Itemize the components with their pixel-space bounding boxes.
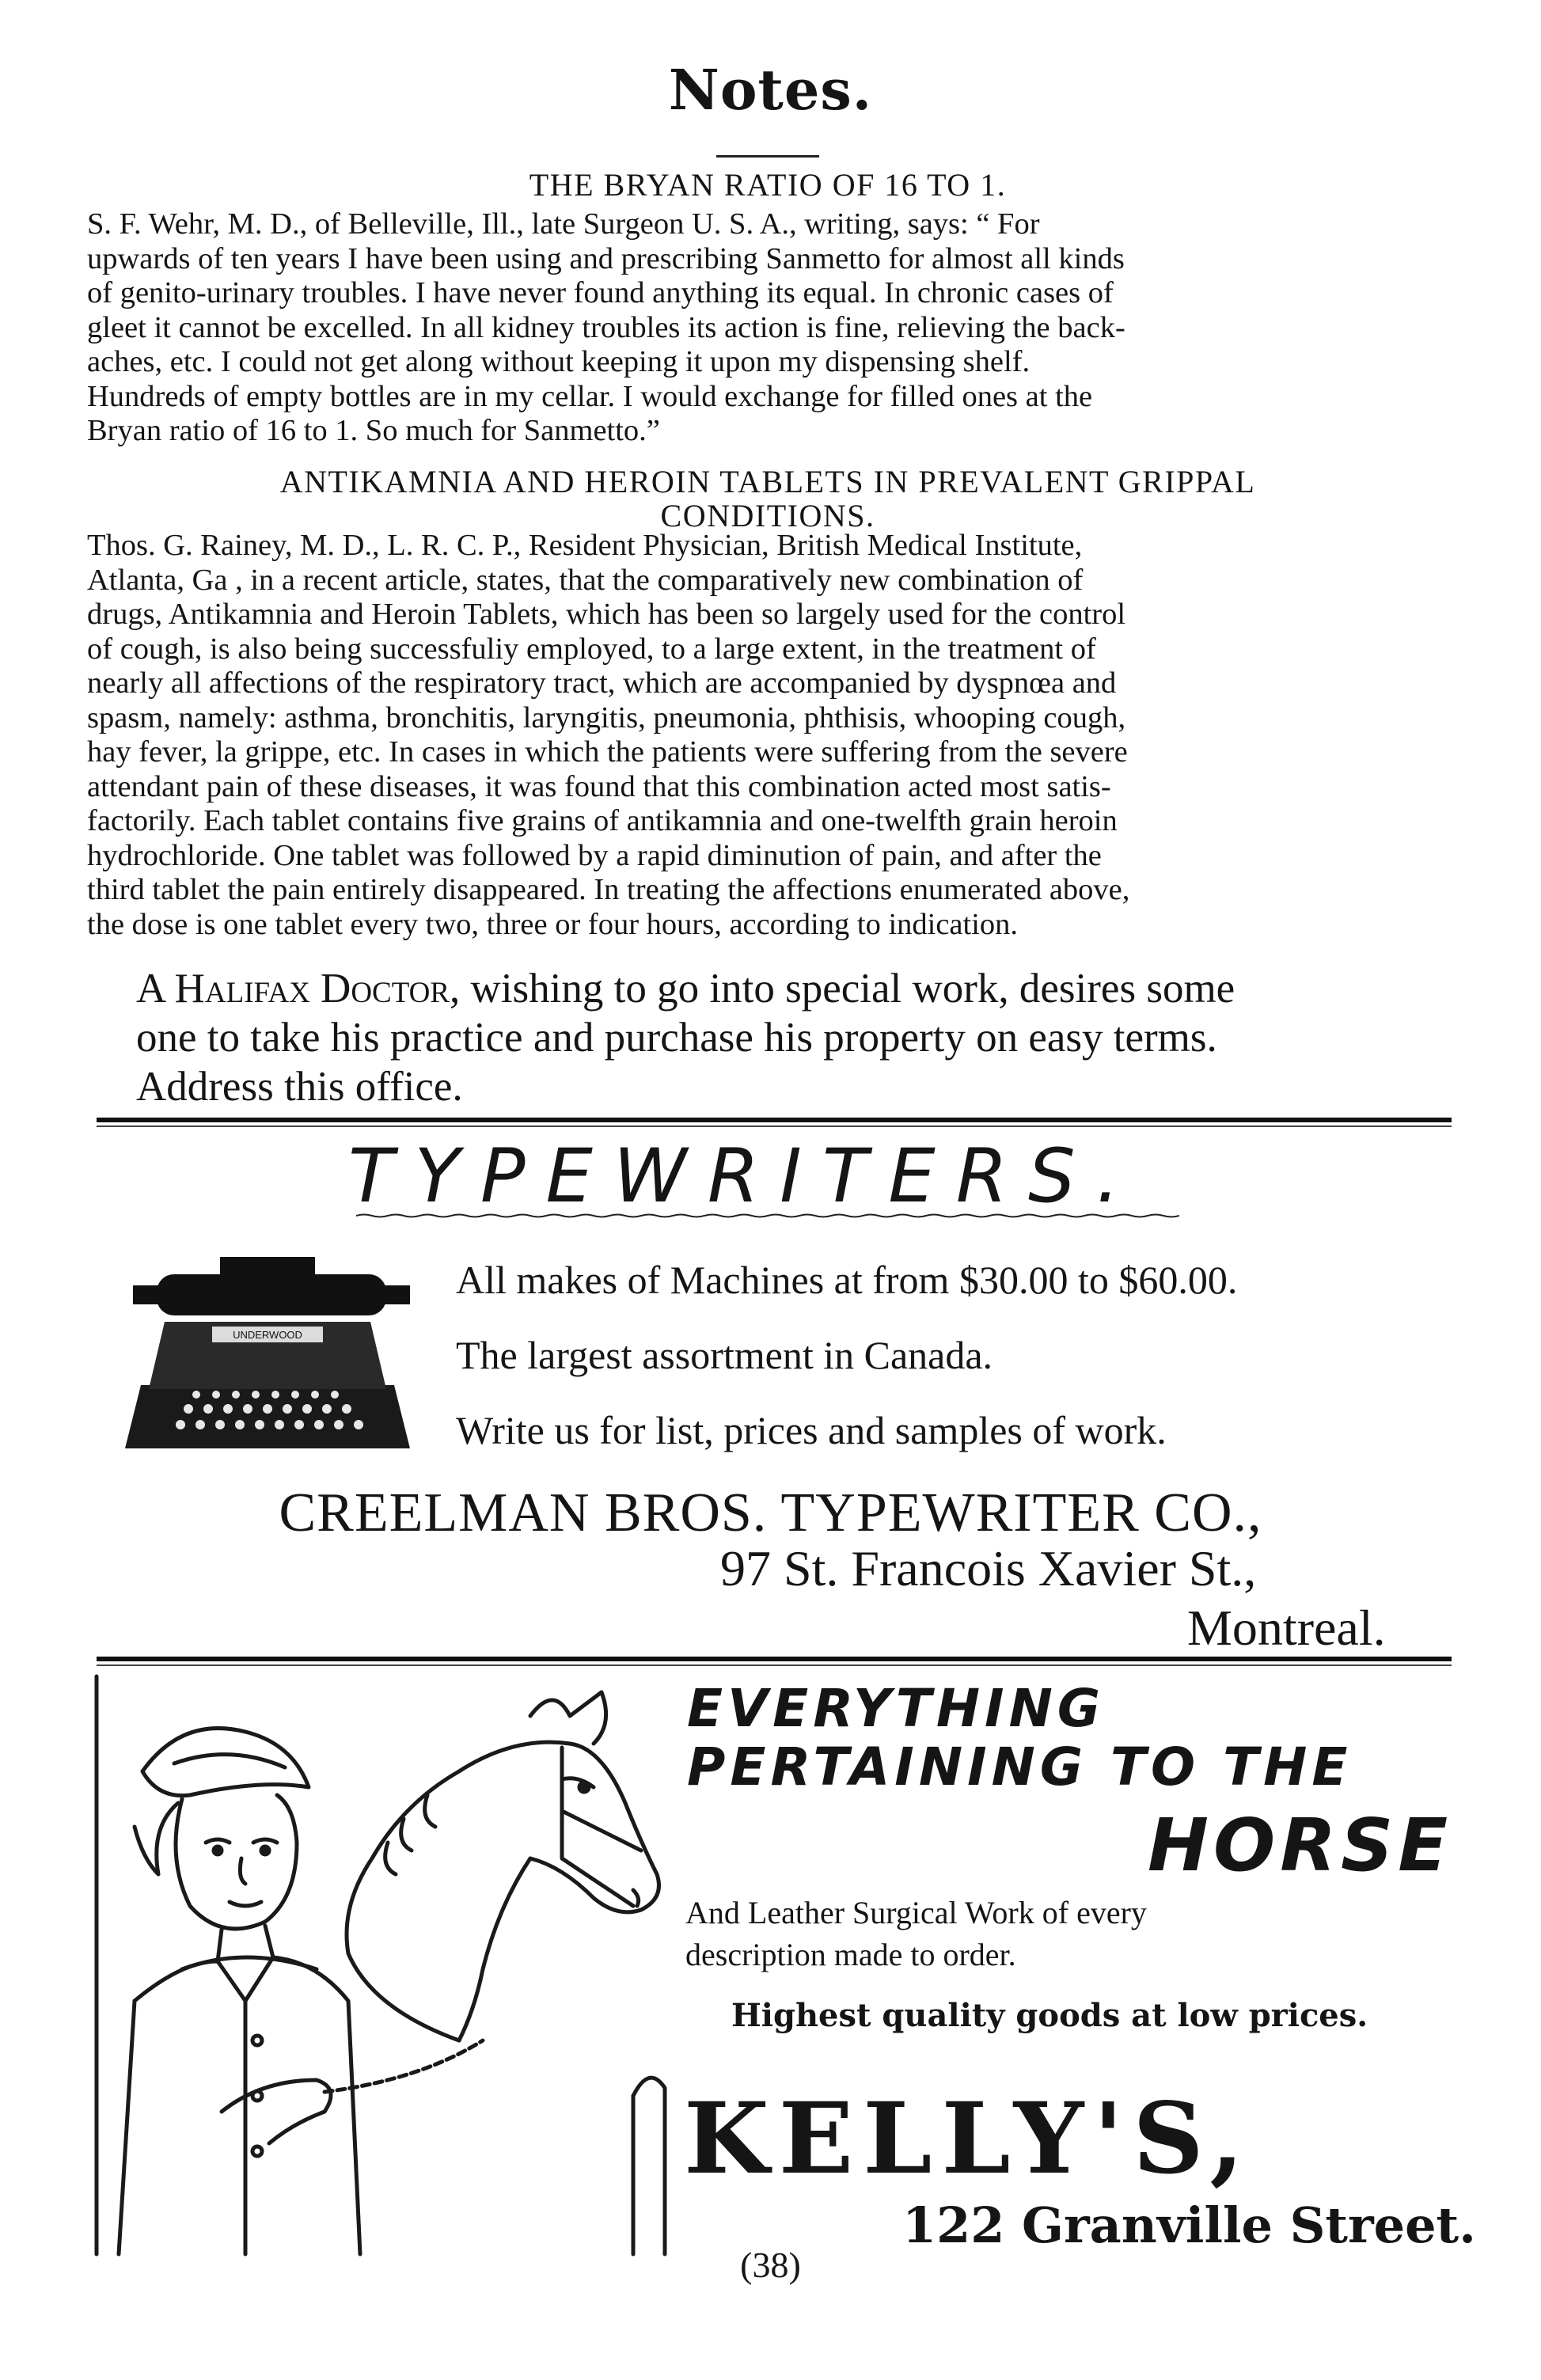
- typewriters-line: Write us for list, prices and samples of work.: [456, 1408, 1167, 1452]
- typewriter-company-name: CREELMAN BROS. TYPEWRITER CO.,: [279, 1482, 1262, 1543]
- article2-line: factorily. Each tablet contains five grains of antikamnia and one-twelfth grain heroin: [87, 804, 1118, 837]
- typewriter-company-city: Montreal.: [1187, 1600, 1386, 1656]
- kellys-headline-line2: PERTAINING TO THE: [687, 1737, 1353, 1797]
- doctor-ad: [136, 964, 1450, 1111]
- article2-body: [87, 529, 1448, 942]
- article2-line: attendant pain of these diseases, it was found that this combination acted most satis-: [87, 769, 1111, 803]
- typewriter-company-street: 97 St. Francois Xavier St.,: [720, 1540, 1257, 1596]
- kellys-quality-slogan: Highest quality goods at low prices.: [731, 1997, 1368, 2034]
- kellys-headline-horse: HORSE: [1148, 1803, 1453, 1888]
- article1-line: Bryan ratio of 16 to 1. So much for Sanmetto.”: [87, 414, 660, 447]
- typewriters-title: TYPEWRITERS.: [348, 1133, 1141, 1220]
- article1-line: Hundreds of empty bottles are in my cellar. I would exchange for filled ones at the: [87, 379, 1093, 413]
- article2-line: drugs, Antikamnia and Heroin Tablets, which has been so largely used for the control: [87, 598, 1126, 631]
- kellys-address: 122 Granville Street.: [902, 2196, 1476, 2254]
- typewriters-wavy-underline: [356, 1213, 1179, 1220]
- kellys-description-line1: And Leather Surgical Work of every: [685, 1895, 1147, 1930]
- article1-body: [87, 207, 1448, 449]
- article2-line: Atlanta, Ga , in a recent article, states, that the comparatively new combination of: [87, 563, 1084, 597]
- article2-line: Thos. G. Rainey, M. D., L. R. C. P., Resident Physician, British Medical Institute,: [87, 529, 1083, 562]
- kellys-headline-line1: EVERYTHING: [687, 1678, 1106, 1739]
- article1-line: aches, etc. I could not get along without keeping it upon my dispensing shelf.: [87, 345, 1030, 378]
- section-rule: [97, 1125, 1452, 1127]
- doctor-ad-line1-rest: wishing to go into special work, desires some: [460, 966, 1235, 1012]
- typewriter-brand-plate: UNDERWOOD: [233, 1329, 302, 1341]
- page-number: (38): [740, 2245, 801, 2285]
- section-rule: [97, 1657, 1452, 1661]
- article2-line: third tablet the pain entirely disappeared. In treating the affections enumerated above,: [87, 873, 1130, 906]
- doctor-ad-lead: A Halifax Doctor,: [136, 966, 461, 1012]
- header-rule: [716, 155, 819, 158]
- doctor-ad-line1: [136, 964, 1450, 1013]
- article1-title: THE BRYAN RATIO OF 16 TO 1.: [529, 167, 1007, 203]
- article2-line: the dose is one tablet every two, three or four hours, according to indication.: [87, 907, 1019, 941]
- article1-line: S. F. Wehr, M. D., of Belleville, Ill., late Surgeon U. S. A., writing, says: “ For: [87, 207, 1040, 241]
- article2-line: nearly all affections of the respiratory tract, which are accompanied by dyspnœa and: [87, 666, 1117, 700]
- article2-line: spasm, namely: asthma, bronchitis, laryngitis, pneumonia, phthisis, whooping cough,: [87, 700, 1126, 734]
- doctor-ad-line2: one to take his practice and purchase his property on easy terms.: [136, 1015, 1217, 1061]
- typewriters-line: The largest assortment in Canada.: [456, 1333, 993, 1377]
- page-header-title: Notes.: [668, 57, 873, 123]
- typewriter-illustration: [101, 1227, 434, 1464]
- article1-line: of genito-urinary troubles. I have never found anything its equal. In chronic cases of: [87, 276, 1114, 309]
- kellys-description-line2: description made to order.: [685, 1937, 1016, 1972]
- article2-line: of cough, is also being successfuliy employed, to a large extent, in the treatment of: [87, 632, 1096, 666]
- section-rule: [97, 1118, 1452, 1122]
- doctor-ad-line3: Address this office.: [136, 1064, 463, 1110]
- kellys-store-name: KELLY'S,: [684, 2082, 1254, 2196]
- article2-title-line1: ANTIKAMNIA AND HEROIN TABLETS IN PREVALENT GRIPPAL: [279, 464, 1256, 499]
- woman-and-horse-illustration: [87, 1668, 673, 2262]
- article2-line: hydrochloride. One tablet was followed by a rapid diminution of pain, and after the: [87, 838, 1102, 872]
- article1-line: upwards of ten years I have been using and prescribing Sanmetto for almost all kinds: [87, 241, 1125, 275]
- typewriters-line: All makes of Machines at from $30.00 to $60.00.: [456, 1258, 1238, 1302]
- article1-line: gleet it cannot be excelled. In all kidney troubles its action is fine, relieving the back-: [87, 310, 1125, 344]
- article2-title-line2: CONDITIONS.: [660, 498, 875, 533]
- section-rule: [97, 1664, 1452, 1666]
- article2-line: hay fever, la grippe, etc. In cases in which the patients were suffering from the severe: [87, 735, 1128, 769]
